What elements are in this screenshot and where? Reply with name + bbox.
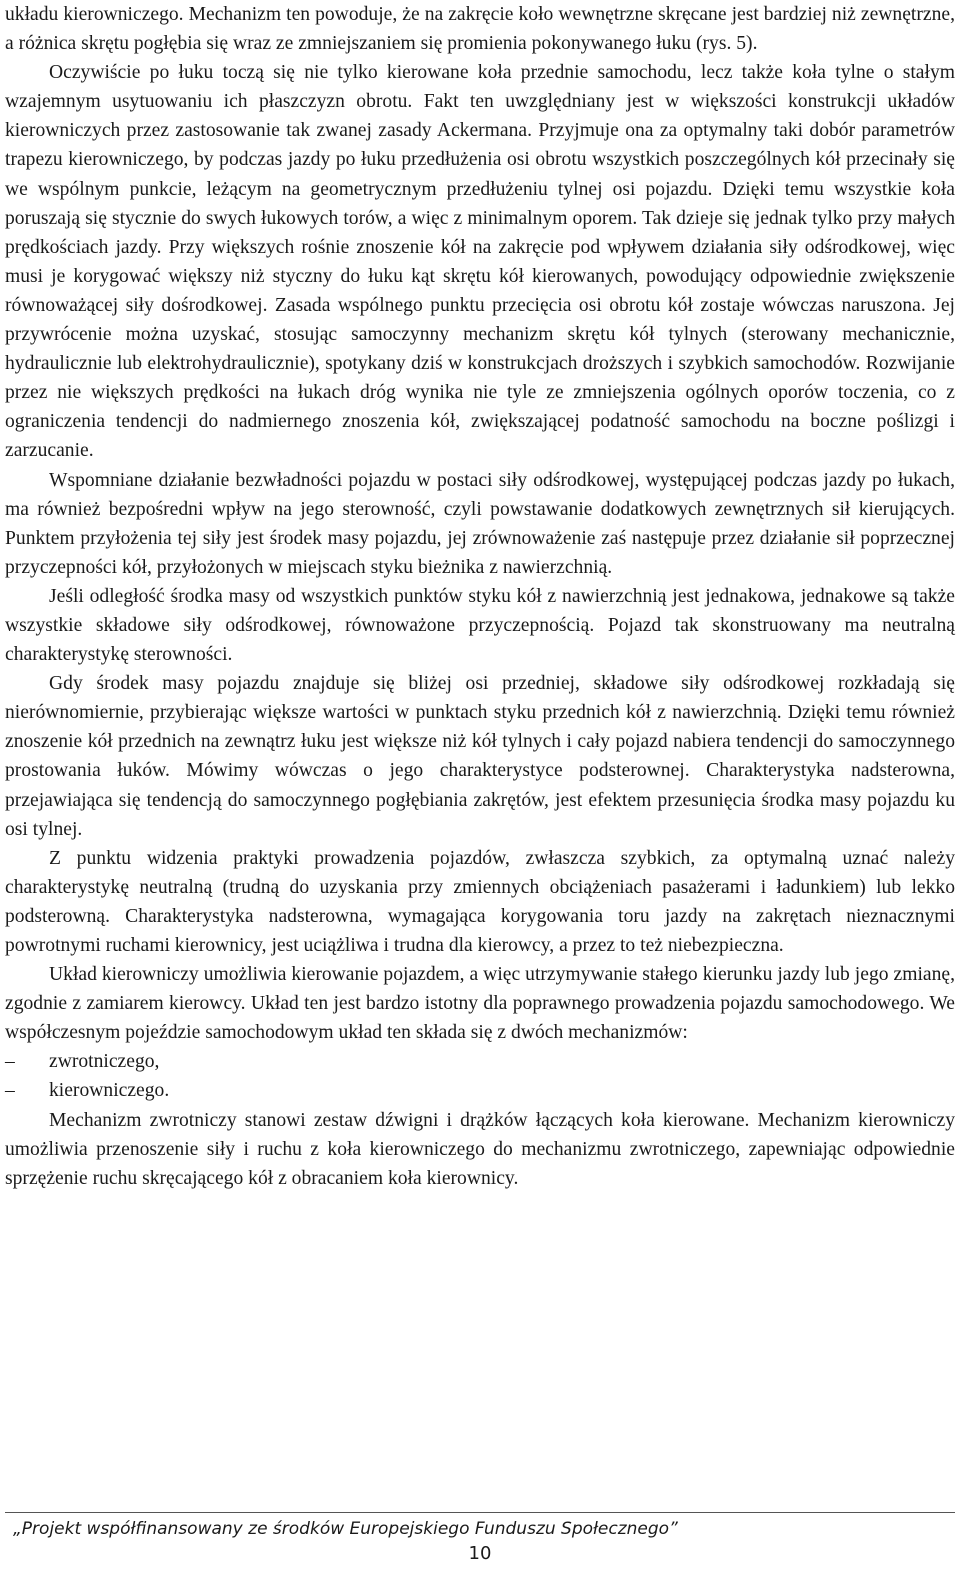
- footer-funding-note: „Projekt współfinansowany ze środków Europejskiego Funduszu Społecznego”: [13, 1519, 678, 1539]
- document-body: [5, 0, 955, 1193]
- paragraph-continuation: układu kierowniczego. Mechanizm ten powoduje, że na zakręcie koło wewnętrzne skręcane jest bardziej niż zewnętrzne, a różnica skrętu pogłębia się wraz ze zmniejszaniem się promienia pokonywanego łuku (rys. 5).: [5, 4, 955, 55]
- list-item-text: kierowniczego.: [49, 1080, 170, 1102]
- list-dash-marker: –: [5, 1080, 15, 1102]
- paragraph-optimal-characteristic: Z punktu widzenia praktyki prowadzenia pojazdów, zwłaszcza szybkich, za optymalną uznać należy charakterystykę neutralną (trudną do uzyskania przy zmiennych obciążeniach pasażerami i ładunkiem) lub lekko podsterowną. Charakterystyka nadsterowna, wymagająca korygowania toru jazdy na zakrętach nieznacznymi powrotnymi ruchami kierownicy, jest uciążliwa i trudna dla kierowcy, a przez to też niebezpieczna.: [5, 847, 955, 956]
- paragraph-ackermann-principle: Oczywiście po łuku toczą się nie tylko kierowane koła przednie samochodu, lecz także koła tylne o stałym wzajemnym usytuowaniu ich płaszczyzn obrotu. Fakt ten uwzględniany jest w większości konstrukcji układów kierowniczych przez zastosowanie tak zwanej zasady Ackermana. Przyjmuje ona za optymalny taki dobór parametrów trapezu kierowniczego, by podczas jazdy po łuku przedłużenia osi obrotu wszystkich poszczególnych kół przecinały się we wspólnym punkcie, leżącym na geometrycznym przedłużeniu tylnej osi pojazdu. Dzięki temu wszystkie koła poruszają się stycznie do swych łukowych torów, a więc z minimalnym oporem. Tak dzieje się jednak tylko przy małych prędkościach jazdy. Przy większych rośnie znoszenie kół na zakręcie pod wpływem działania siły odśrodkowej, więc musi je korygować większy niż styczny do łuku kąt skrętu kół kierowanych, powodujący odpowiednie zwiększenie równoważącej siły dośrodkowej. Zasada wspólnego punktu przecięcia osi obrotu kół zostaje wówczas naruszona. Jej przywrócenie można uzyskać, stosując samoczynny mechanizm skrętu kół tylnych (sterowany mechanicznie, hydraulicznie lub elektrohydraulicznie), spotykany dziś w konstrukcjach droższych i szybkich samochodów. Rozwijanie przez nie większych prędkości na łukach dróg wynika nie tyle ze zmniejszenia ogólnych oporów toczenia, co z ograniczenia tendencji do nadmiernego znoszenia kół, zwiększającej podatność samochodu na boczne poślizgi i zarzucanie.: [5, 62, 955, 462]
- paragraph-centrifugal-force: Wspomniane działanie bezwładności pojazdu w postaci siły odśrodkowej, występującej podczas jazdy po łukach, ma również bezpośredni wpływ na jego sterowność, czyli powstawanie dodatkowych zewnętrznych sił kierujących. Punktem przyłożenia tej siły jest środek masy pojazdu, jej zrównoważenie zaś następuje przez działanie sił poprzecznej przyczepności kół, przyłożonych w miejscach styku bieżnika z nawierzchnią.: [5, 469, 955, 578]
- paragraph-neutral-steering: Jeśli odległość środka masy od wszystkich punktów styku kół z nawierzchnią jest jednakowa, jednakowe są także wszystkie składowe siły odśrodkowej, równoważone przyczepnością. Pojazd tak skonstruowany ma neutralną charakterystykę sterowności.: [5, 585, 955, 666]
- list-dash-marker: –: [5, 1051, 15, 1073]
- paragraph-steering-system: Układ kierowniczy umożliwia kierowanie pojazdem, a więc utrzymywanie stałego kierunku jazdy lub jego zmianę, zgodnie z zamiarem kierowcy. Układ ten jest bardzo istotny dla poprawnego prowadzenia pojazdu samochodowego. We współczesnym pojeździe samochodowym układ ten składa się z dwóch mechanizmów:: [5, 964, 955, 1044]
- list-item: [5, 1047, 955, 1076]
- footer-divider: [5, 1512, 955, 1513]
- paragraph-understeer-oversteer: Gdy środek masy pojazdu znajduje się bliżej osi przedniej, składowe siły odśrodkowej rozkładają się nierównomiernie, przybierając większe wartości w punktach styku przednich kół z nawierzchnią. Dzięki temu również znoszenie kół przednich na zewnątrz łuku jest większe niż kół tylnych i cały pojazd nabiera tendencji do samoczynnego prostowania łuków. Mówimy wówczas o jego charakterystyce podsterownej. Charakterystyka nadsterowna, przejawiająca się tendencją do samoczynnego pogłębiania zakrętów, jest efektem przesunięcia środka masy pojazdu ku osi tylnej.: [5, 673, 955, 840]
- page-number: 10: [468, 1543, 492, 1564]
- mechanism-list: [5, 1047, 955, 1105]
- list-item-text: zwrotniczego,: [49, 1051, 160, 1073]
- list-item: [5, 1076, 955, 1105]
- paragraph-mechanisms-description: Mechanizm zwrotniczy stanowi zestaw dźwigni i drążków łączących koła kierowane. Mechanizm kierowniczy umożliwia przenoszenie siły i ruchu z koła kierowniczego do mechanizmu zwrotniczego, zapewniając odpowiednie sprzężenie ruchu skręcającego kół z obracaniem koła kierownicy.: [5, 1109, 955, 1189]
